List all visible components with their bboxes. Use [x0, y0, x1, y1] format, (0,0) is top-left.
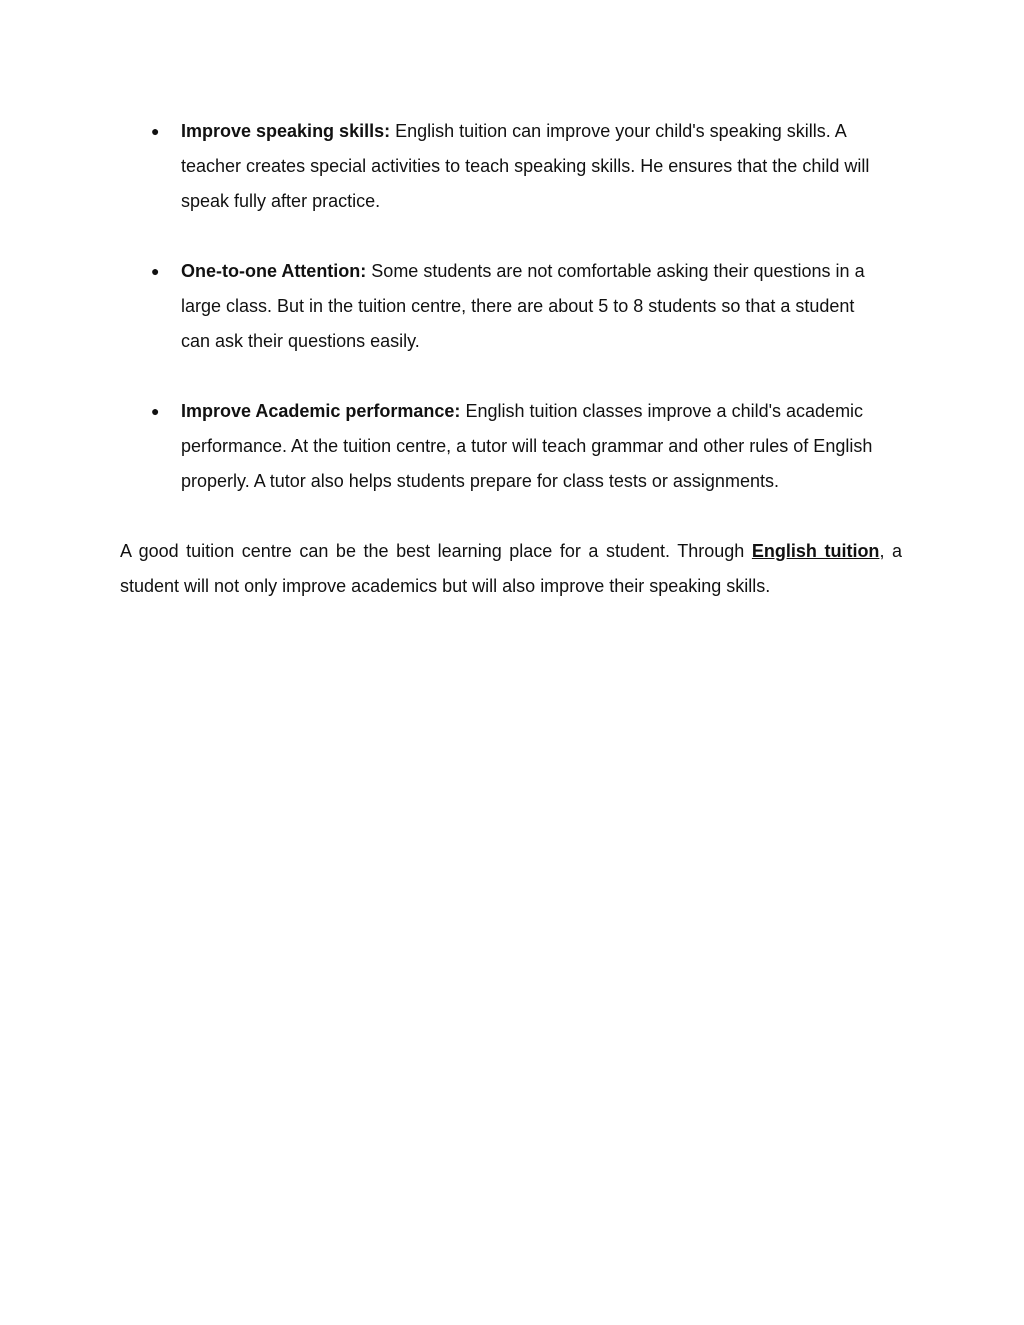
list-item [120, 254, 904, 359]
bullet-text: Some students are not comfortable asking their questions in a large class. But in the tuition centre, there are about 5 to 8 students so that a student can ask their questions easily. [181, 261, 865, 351]
list-item [120, 394, 904, 499]
english-tuition-link[interactable]: English tuition [751, 541, 880, 561]
bullet-icon: ● [151, 123, 160, 139]
bullet-text: English tuition classes improve a child's academic performance. At the tuition centre, a tutor will teach grammar and other rules of English properly. A tutor also helps students prepare for class tests or assignments. [181, 401, 873, 491]
closing-text-before: A good tuition centre can be the best learning place for a student. Through [120, 541, 752, 561]
bullet-title: One-to-one Attention: [181, 261, 367, 281]
bullet-icon: ● [151, 263, 160, 279]
bullet-text: English tuition can improve your child's speaking skills. A teacher creates special activities to teach speaking skills. He ensures that the child will speak fully after practice. [181, 121, 870, 211]
bullet-title: Improve speaking skills: [181, 121, 391, 141]
list-item [120, 114, 904, 219]
benefits-list [120, 114, 904, 499]
bullet-icon: ● [151, 403, 160, 419]
bullet-title: Improve Academic performance: [181, 401, 461, 421]
closing-text-after: , a student will not only improve academics but will also improve their speaking skills. [120, 541, 903, 596]
closing-paragraph [120, 534, 904, 604]
